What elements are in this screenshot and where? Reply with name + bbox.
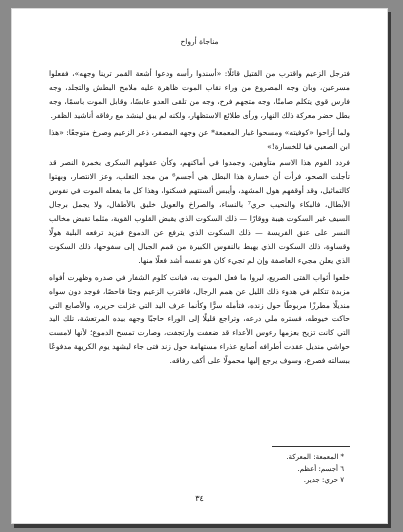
footnote-divider (272, 446, 350, 447)
footnote: ٧ حري: جدير. (303, 476, 344, 484)
footnote: * المعمعة: المعركة. (286, 453, 344, 461)
footnote: ٦ أجسم: أعظم. (297, 464, 344, 473)
footnotes (49, 446, 350, 487)
paragraph: خلعوا أثواب الفتى الصريع، ليروا ما فعل الموت به، فبانت كلوم الشفار في صدره وظهرت أفواه مزبدة تتكلم في هدوء ذلك الليل عن همم الرجال، فاقترب الزعيم وجثا فاحصًا، فوجد دون سواه منديلًا مطرزًا مربوطًا حول زنده، فتأمله سرًّا وكأنما عرف اليد التي غزلت حريره، والأصابع التي حاكت خيوطه، فستره ملي درعه، وتراجع قليلًا إلى الوراء حاجبًا وجهه بيده المرتعشة، تلك اليد التي كانت تزيح بعزمها رءوس الأعداء قد ضعفت وارتجفت، وصارت تمسح الدموع؛ لأنها لامست حواشي منديل عقدت أطرافه أصابع عذراء مستهامة حول زند فتى جاء ليشهد يوم الكريهة مدفوعًا ببسالته فصرع، وسوف يرجع إليها محمولًا على أكف رفاقه. (49, 272, 350, 366)
page-number: ٣٤ (195, 494, 204, 503)
body-text (49, 67, 350, 370)
book-page (11, 8, 388, 524)
paragraph: ولما أزاحوا «كوفيته» ومسحوا غبار المعمعة* عن وجهه المصفر، ذعر الزعيم وصرخ متوجعًا: «هذا ابن الصعبي فيا للخسارة!» (49, 127, 350, 151)
page-header: مناجاة أرواح (180, 37, 219, 46)
paragraph: فردد القوم هذا الاسم متأوهين، وجمدوا في أماكنهم، وكأن عقولهم السكرى بخمرة النصر قد تأجلت الصحو، فرأت أن خسارة هذا البطل هي أجسم⁶ من مجد التغلب، وعز الانتصار، وبهتوا كالتماثيل، وقد أوقفهم هول المشهد، وأيبس ألسنتهم فسكتوا، وهذا كل ما يفعله الموت في نفوس الأبطال، فالبكاء والنحيب حري⁷ بالنساء، والصراخ والعويل خليق بالأطفال، ولا يجمل برجال السيف غير السكوت هيبة ووقارًا — ذلك السكوت الذي يقبض القلوب القوية، مثلما تقبض مخالب النسر على عنق الفريسة — ذلك السكوت الذي يترفع عن الدموع فيزيد ترفعه البلية هولًا وقساوة، ذلك السكوت الذي يهبط بالنفوس الكبيرة من قمم الجبال إلى سفوحها، ذلك السكوت الذي يعلن مجيء العاصفة وإن لم تجيء كان هو نفسه أشد فعلًا منها. (49, 158, 350, 265)
paragraph: فترجل الزعيم واقترب من القتيل قائلًا: «أسندوا رأسه ودعوا أشعة القمر ترينا وجهه»، ففعلوا مسرعين، وبان وجه المصروع من وراء نقاب الموت ظاهرة عليه ملامح البطش والتجلد، وجه فارس قوي يتكلم صامتًا، وجه متجهم فرح، وجه من تلقى العدو عابسًا، وقابل الموت باسمًا، وجه بطل حضر معركة ذلك النهار، ورأى طلائع الاستظهار، ولكنه لم يبق لينشد مع رفاقه أناشيد الظفر. (49, 69, 350, 120)
